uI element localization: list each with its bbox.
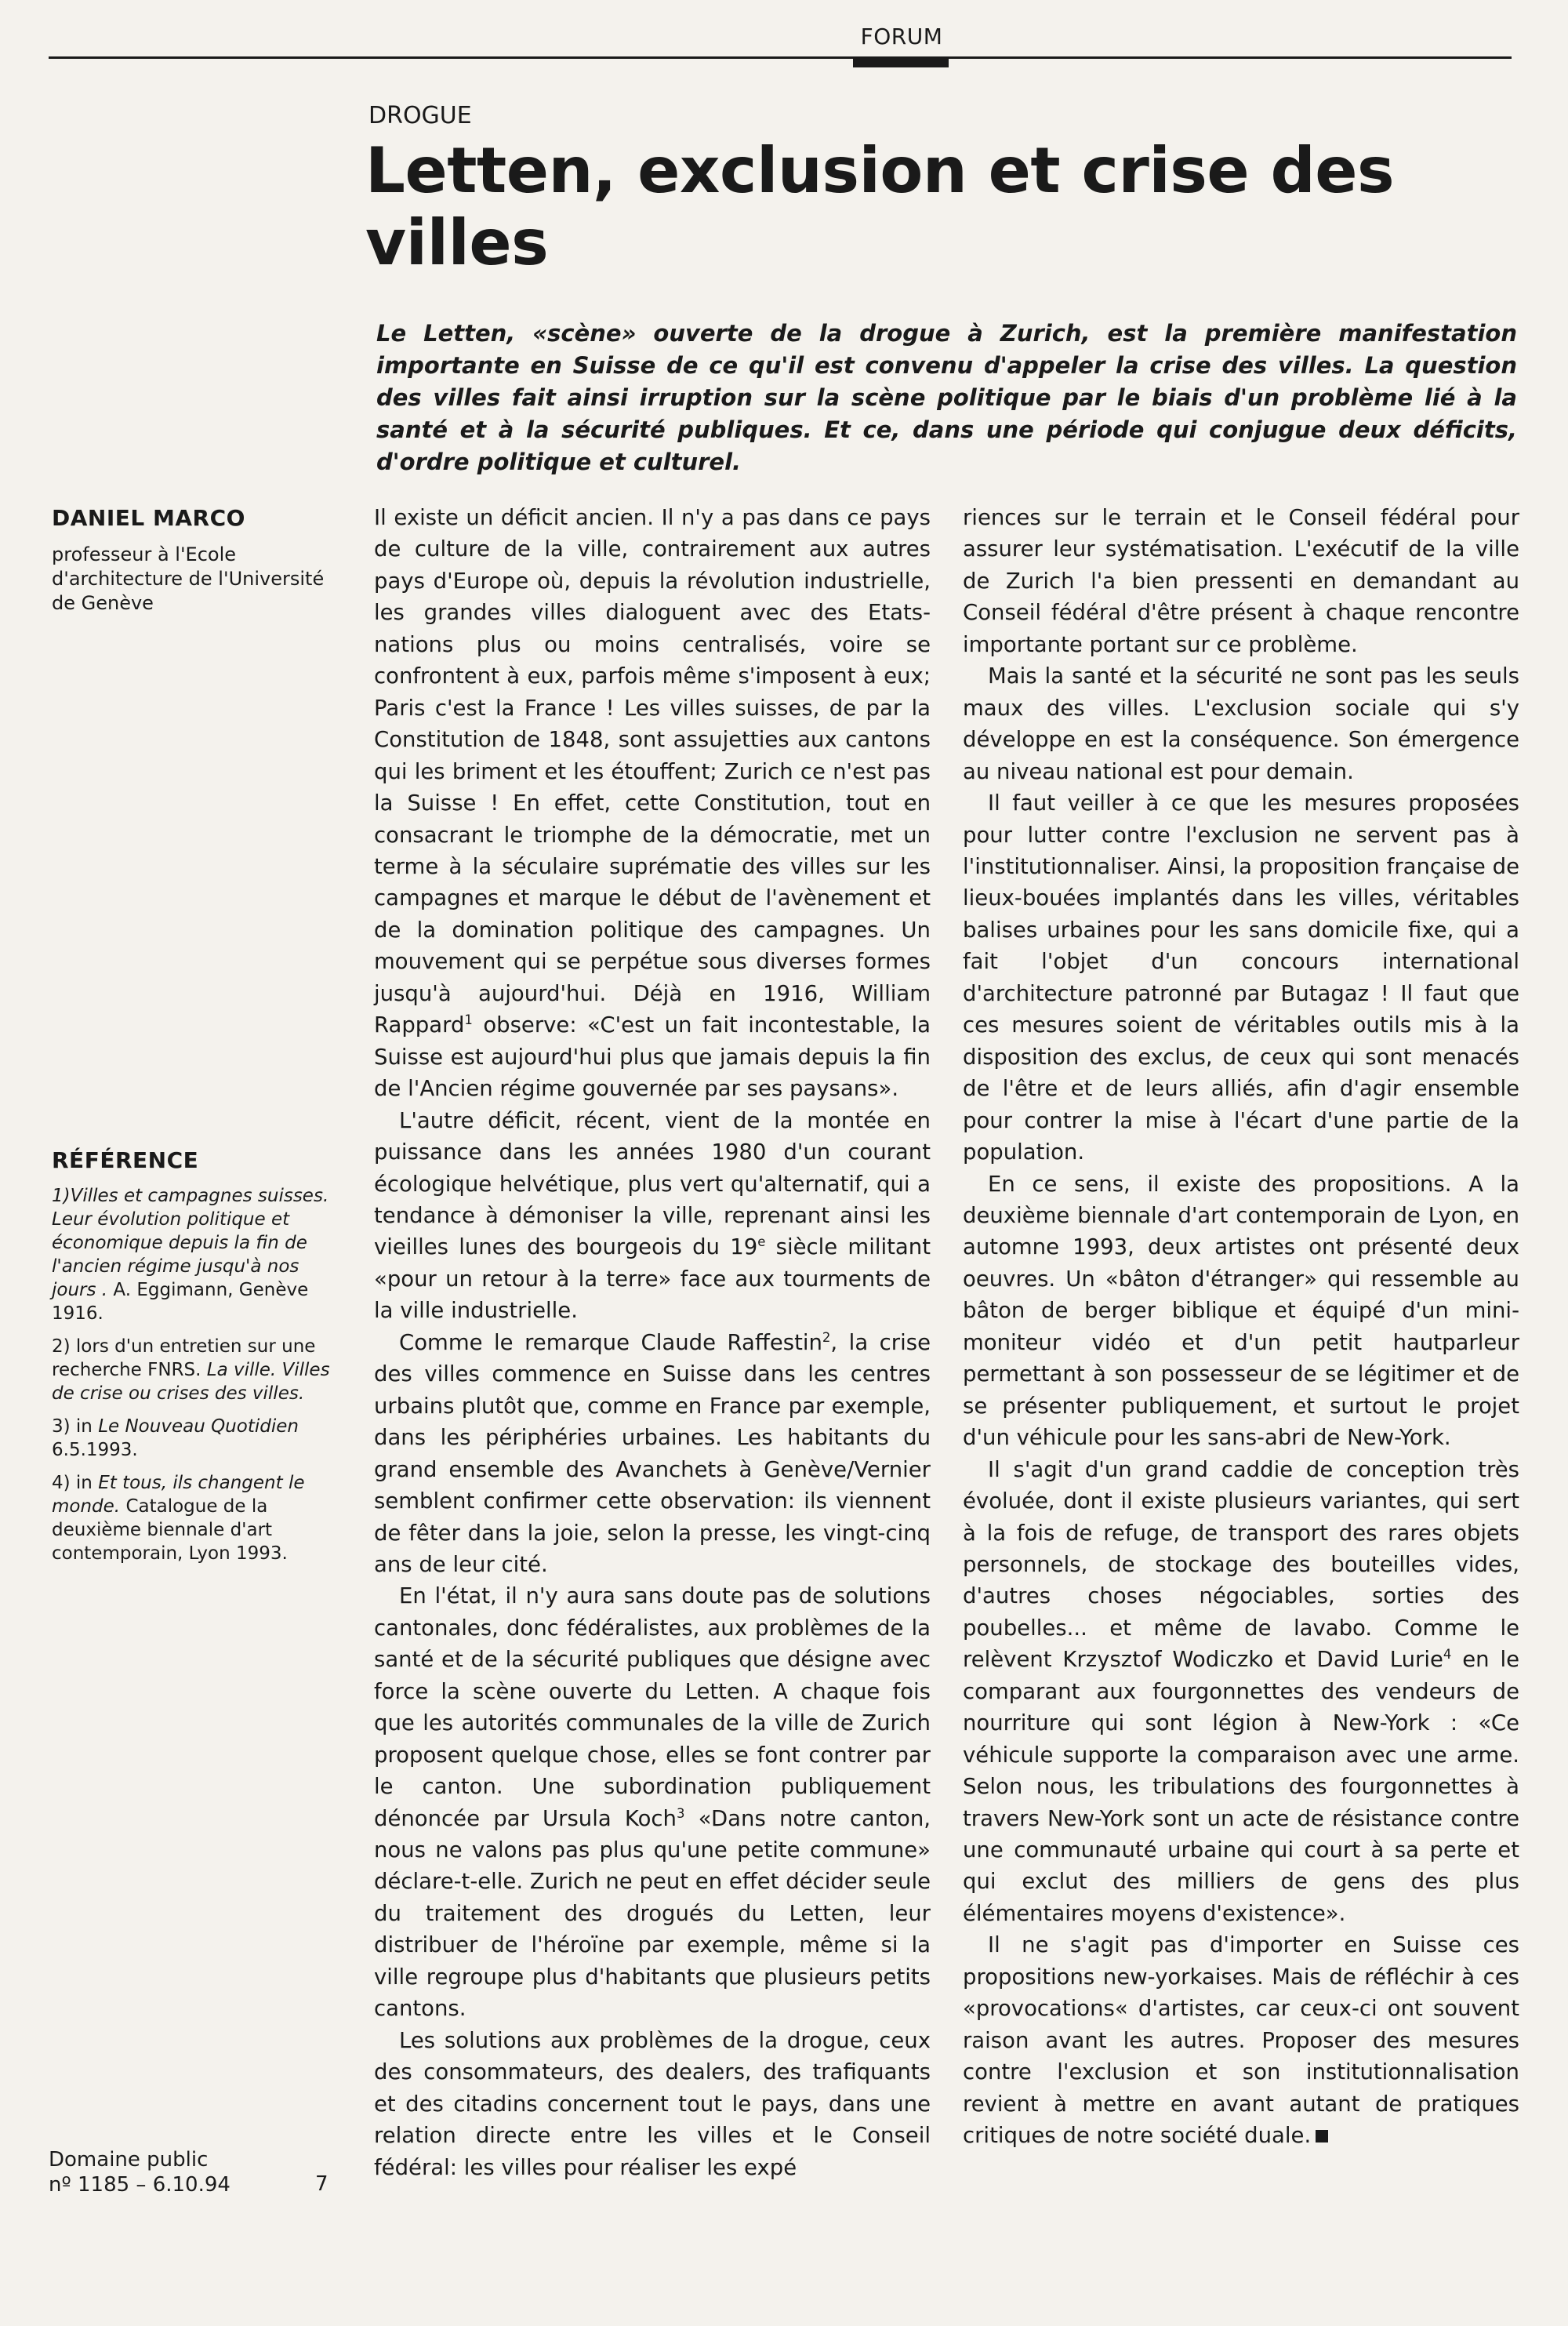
page-number: 7 [315, 2172, 328, 2196]
author-name: DANIEL MARCO [52, 505, 245, 531]
paragraph: En l'état, il n'y aura sans doute pas de solutions cantonales, donc fédéralistes, aux problèmes de la santé et de la sécurité publiques que désigne avec force la scène ouverte du Letten. A chaque fois que les autorités communales de la ville de Zurich proposent quelque chose, elles se font contrer par le canton. Une subordination publiquement dénoncée par Ursula Koch$^3$ «Dans notre canton, nous ne valons pas plus qu'une petite commune» déclare-t-elle. Zurich ne peut en effet décider seule du traitement des drogués du Letten, leur distribuer de l'héroïne par exemple, même si la ville regroupe plus d'habitants que plusieurs petits cantons. [374, 1583, 931, 2022]
paragraph: L'autre déficit, récent, vient de la montée en puissance dans les années 1980 d'un courant écologique helvétique, plus vert qu'alternatif, qui a tendance à démoniser la ville, reprenant ainsi les vieilles lunes des bourgeois du 19e siècle militant «pour un retour à la terre» face aux tourments de la ville industrielle. [374, 1107, 931, 1324]
article-lead: Le Letten, «scène» ouverte de la drogue à Zurich, est la première manifestation importante en Suisse de ce qu'il est convenu d'appeler la crise des villes. La question des villes fait ainsi irruption sur la scène politique par le biais d'un problème lié à la santé et à la sécurité publiques. Et ce, dans une période qui conjugue deux déficits, d'ordre politique et culturel. [376, 320, 1517, 475]
section-marker-bar [853, 58, 949, 67]
paragraph: riences sur le terrain et le Conseil fédéral pour assurer leur systématisation. L'exécutif de la ville de Zurich l'a bien pressenti en demandant au Conseil fédéral d'être présent à chaque rencontre importante portant sur ce problème. [963, 505, 1519, 657]
reference-item: 2) lors d'un entretien sur une recherche FNRS. La ville. Villes de crise ou crises des villes. [52, 1336, 330, 1404]
paragraph: Les solutions aux problèmes de la drogue, ceux des consommateurs, des dealers, des trafiquants et des citadins concernent tout le pays, dans une relation directe entre les villes et le Conseil fédéral: les villes pour réaliser les expé [374, 2027, 931, 2180]
references-heading: RÉFÉRENCE [52, 1147, 199, 1173]
paragraph: Il existe un déficit ancien. Il n'y a pas dans ce pays de culture de la ville, contrairement aux autres pays d'Europe où, depuis la révolution industrielle, les grandes villes dialoguent avec des Etats-nations plus ou moins centralisés, voire se confrontent à eux, parfois même s'imposent à eux; Paris c'est la France ! Les villes suisses, de par la Constitution de 1848, sont assujetties aux cantons qui les briment et les étouffent; Zurich ce n'est pas la Suisse ! En effet, cette Constitution, tout en consacrant le triomphe de la démocratie, met un terme à la séculaire suprématie des villes sur les campagnes et marque le début de l'avènement et de la domination politique des campagnes. Un mouvement qui se perpétue sous diverses formes jusqu'à aujourd'hui. Déjà en 1916, William Rappard$^1$ observe: «C'est un fait incontestable, la Suisse est aujourd'hui plus que jamais depuis la fin de l'Ancien régime gouvernée par ses paysans». [374, 505, 931, 1102]
article-title: Letten, exclusion et crise des villes [365, 134, 1395, 279]
author-role: professeur à l'Ecole d'architecture de l'Université de Genève [52, 543, 325, 614]
article-kicker: DROGUE [368, 102, 472, 129]
paragraph: Il s'agit d'un grand caddie de conception très évoluée, dont il existe plusieurs variantes, qui sert à la fois de refuge, de transport des rares objets personnels, de stockage des bouteilles vides, d'autres choses négociables, sorties des poubelles... et même de lavabo. Comme le relèvent Krzysztof Wodiczko et David Lurie$^4$ en le comparant aux fourgonnettes des vendeurs de nourriture qui sont légion à New-York : «Ce véhicule supporte la comparaison avec une arme. Selon nous, les tribulations des fourgonnettes à travers New-York sont un acte de résistance contre une communauté urbaine qui court à sa perte et qui exclut des milliers de gens des plus élémentaires moyens d'existence». [963, 1456, 1519, 1926]
body-column-1 [374, 502, 931, 2183]
issue-number: nº 1185 – 6.10.94 [49, 2173, 230, 2197]
footer-publication [49, 2147, 230, 2197]
end-of-article-mark [1316, 2130, 1328, 2142]
body-column-2 [963, 502, 1519, 2152]
paragraph: Mais la santé et la sécurité ne sont pas les seuls maux des villes. L'exclusion sociale qui s'y développe en est la conséquence. Son émergence au niveau national est pour demain. [963, 663, 1519, 784]
section-label: FORUM [860, 24, 943, 49]
paragraph: Comme le remarque Claude Raffestin$^2$, la crise des villes commence en Suisse dans les centres urbains plutôt que, comme en France par exemple, dans les périphéries urbaines. Les habitants du grand ensemble des Avanchets à Genève/Vernier semblent confirmer cette observation: ils viennent de fêter dans la joie, selon la presse, les vingt-cinq ans de leur cité. [374, 1329, 931, 1577]
header-rule [49, 56, 1512, 59]
publication-name: Domaine public [49, 2148, 209, 2172]
paragraph: Il ne s'agit pas d'importer en Suisse ces propositions new-yorkaises. Mais de réfléchir à ces «provocations« d'artistes, car ceux-ci ont souvent raison avant les autres. Proposer des mesures contre l'exclusion et son institutionnalisation revient à mettre en avant autant de pratiques critiques de notre société duale. [963, 1932, 1519, 2149]
paragraph: Il faut veiller à ce que les mesures proposées pour lutter contre l'exclusion ne servent pas à l'institutionnaliser. Ainsi, la proposition française de lieux-bouées implantés dans les villes, véritables balises urbaines pour les sans domicile fixe, qui a fait l'objet d'un concours international d'architecture patronné par Butagaz ! Il faut que ces mesures soient de véritables outils mis à la disposition des exclus, de ceux qui sont menacés de l'être et de leurs alliés, afin d'agir ensemble pour contrer la mise à l'écart d'une partie de la population. [963, 790, 1519, 1165]
reference-item: 3) in Le Nouveau Quotidien 6.5.1993. [52, 1416, 299, 1460]
reference-item: 4) in Et tous, ils changent le monde. Catalogue de la deuxième biennale d'art contemporain, Lyon 1993. [52, 1473, 305, 1564]
paragraph: En ce sens, il existe des propositions. A la deuxième biennale d'art contemporain de Lyon, en automne 1993, deux artistes ont présenté deux oeuvres. Un «bâton d'étranger» qui ressemble au bâton de berger biblique et équipé d'un mini-moniteur vidéo et d'un petit hautparleur permettant à son possesseur de se légitimer et de se présenter publiquement, et surtout le projet d'un véhicule pour les sans-abri de New-York. [963, 1171, 1519, 1451]
references-list [52, 1184, 342, 1575]
reference-item: 1)Villes et campagnes suisses. Leur évolution politique et économique depuis la fin de l'ancien régime jusqu'à nos jours . A. Eggimann, Genève 1916. [52, 1186, 329, 1324]
